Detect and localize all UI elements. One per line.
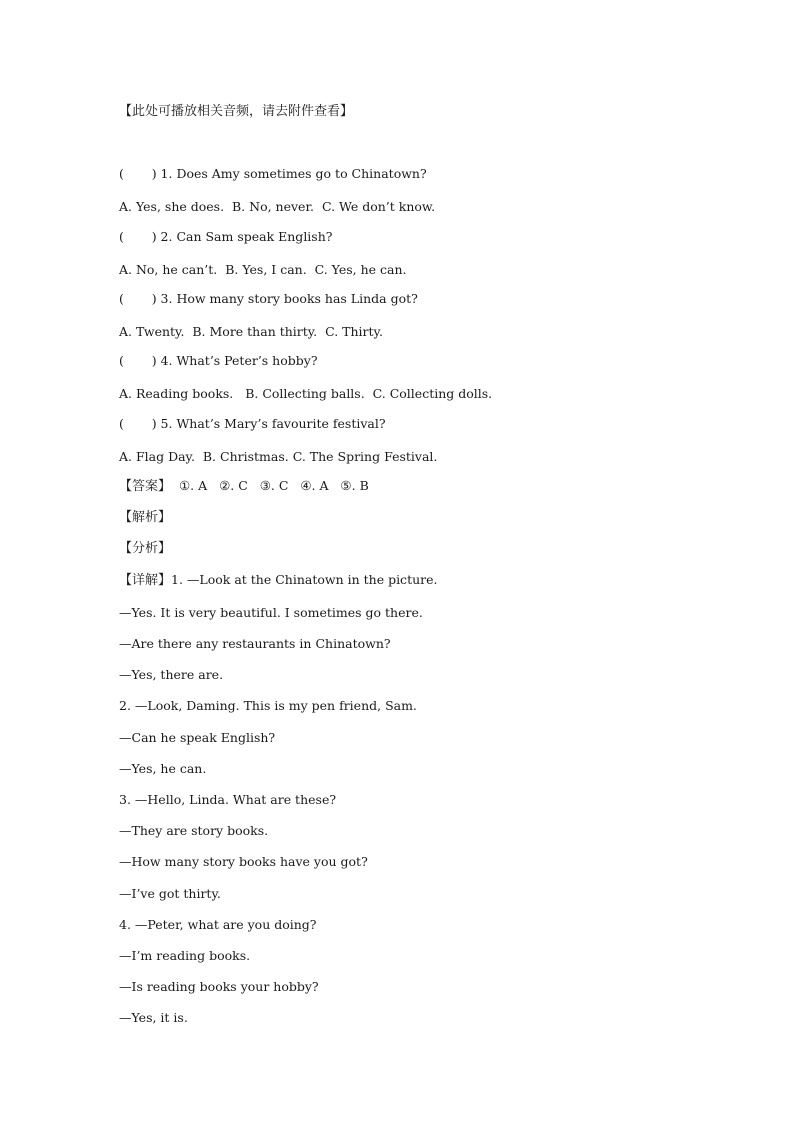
question-4-options: A. Reading books. B. Collecting balls. C. Collecting dolls. <box>119 386 493 401</box>
analysis-label: 【解析】 <box>119 510 172 525</box>
dialogue-line: 3. —Hello, Linda. What are these? <box>119 792 337 807</box>
dialogue-line: —They are story books. <box>119 823 269 838</box>
answer-text: ①. A ②. C ③. C ④. A ⑤. B <box>171 478 369 493</box>
question-4-stem: ( ) 4. What’s Peter’s hobby? <box>119 353 318 368</box>
audio-note: 【此处可播放相关音频，请去附件查看】 <box>119 104 354 119</box>
dialogue-line: —Yes, it is. <box>119 1010 188 1025</box>
dialogue-line: —Yes. It is very beautiful. I sometimes go there. <box>119 605 423 620</box>
dialogue-line: —Is reading books your hobby? <box>119 979 319 994</box>
question-5-stem: ( ) 5. What’s Mary’s favourite festival? <box>119 416 386 431</box>
dialogue-line: —Can he speak English? <box>119 730 276 745</box>
dialogue-line: 4. —Peter, what are you doing? <box>119 917 317 932</box>
detail-first-line <box>119 572 437 589</box>
dialogue-line: —Yes, there are. <box>119 667 224 682</box>
question-2-options: A. No, he can’t. B. Yes, I can. C. Yes, he can. <box>119 262 407 277</box>
question-2-stem: ( ) 2. Can Sam speak English? <box>119 229 333 244</box>
dialogue-line: —I’m reading books. <box>119 948 251 963</box>
dialogue-line: —Yes, he can. <box>119 761 207 776</box>
dialogue-line: —Are there any restaurants in Chinatown? <box>119 636 391 651</box>
question-1-options: A. Yes, she does. B. No, never. C. We don’t know. <box>119 199 436 214</box>
dialogue-line: —I’ve got thirty. <box>119 886 221 901</box>
answer-label: 【答案】 <box>119 479 172 494</box>
dialogue-line: 2. —Look, Daming. This is my pen friend, Sam. <box>119 698 417 713</box>
dialogue-line: —How many story books have you got? <box>119 854 368 869</box>
detail-label: 【详解】 <box>119 573 172 588</box>
answer-line <box>119 478 369 495</box>
fenxi-label: 【分析】 <box>119 541 172 556</box>
question-5-options: A. Flag Day. B. Christmas. C. The Spring Festival. <box>119 449 438 464</box>
question-3-stem: ( ) 3. How many story books has Linda got? <box>119 291 418 306</box>
question-1-stem: ( ) 1. Does Amy sometimes go to Chinatown? <box>119 166 427 181</box>
question-3-options: A. Twenty. B. More than thirty. C. Thirty. <box>119 324 383 339</box>
detail-first-text: 1. —Look at the Chinatown in the picture. <box>171 572 438 587</box>
